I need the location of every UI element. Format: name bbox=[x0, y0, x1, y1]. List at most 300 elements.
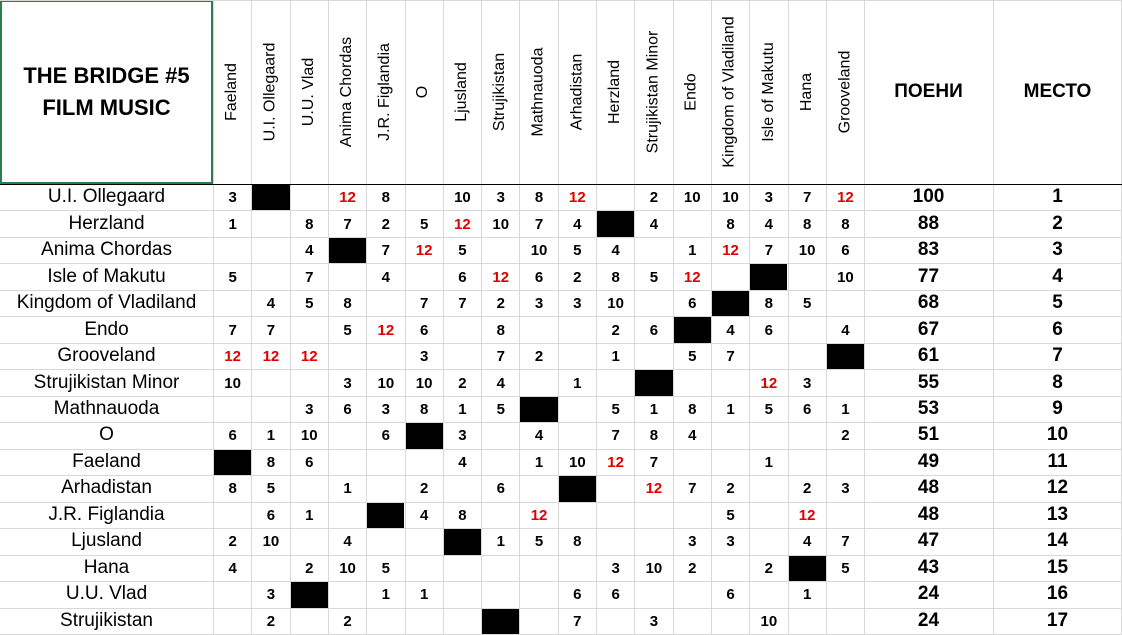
voter-header bbox=[251, 0, 289, 184]
score-cell: 10 bbox=[530, 242, 548, 260]
points-cell: 51 bbox=[917, 424, 940, 446]
score-cell bbox=[597, 609, 634, 634]
score-cell: 10 bbox=[683, 189, 701, 207]
score-cell: 5 bbox=[496, 400, 505, 418]
score-cell bbox=[597, 503, 634, 528]
score-cell: 4 bbox=[496, 374, 505, 392]
score-cell: 7 bbox=[649, 453, 659, 471]
score-cell: 8 bbox=[419, 400, 429, 418]
blocked-cell bbox=[674, 317, 711, 342]
score-cell bbox=[750, 423, 787, 448]
score-cell bbox=[827, 291, 864, 316]
score-cell bbox=[367, 529, 404, 554]
score-cell bbox=[291, 609, 328, 634]
score-cell bbox=[635, 238, 672, 263]
score-cell bbox=[252, 238, 289, 263]
score-cell: 1 bbox=[305, 506, 314, 524]
score-cell: 8 bbox=[841, 215, 850, 233]
score-cell: 2 bbox=[343, 612, 352, 630]
country-name: Isle of Makutu bbox=[47, 265, 166, 287]
score-cell bbox=[291, 185, 328, 210]
score-cell: 12 bbox=[645, 480, 663, 498]
points-cell: 24 bbox=[917, 583, 940, 605]
voter-header bbox=[749, 0, 787, 184]
score-cell: 12 bbox=[454, 215, 471, 233]
score-cell bbox=[214, 238, 251, 263]
score-cell: 1 bbox=[419, 586, 429, 604]
score-cell: 4 bbox=[841, 321, 850, 339]
score-cell: 10 bbox=[262, 533, 280, 551]
score-cell bbox=[559, 344, 596, 369]
score-cell: 4 bbox=[726, 321, 735, 339]
country-name: J.R. Figlandia bbox=[48, 503, 165, 525]
score-cell: 3 bbox=[305, 400, 314, 418]
score-cell bbox=[827, 582, 864, 607]
score-cell: 5 bbox=[688, 348, 697, 366]
score-cell bbox=[406, 450, 443, 475]
score-cell: 2 bbox=[649, 189, 659, 207]
voter-header bbox=[826, 0, 864, 184]
score-cell: 8 bbox=[726, 215, 735, 233]
score-cell bbox=[214, 291, 251, 316]
score-cell: 1 bbox=[573, 374, 582, 392]
place-cell: 9 bbox=[1052, 397, 1063, 419]
points-cell: 55 bbox=[917, 371, 940, 393]
score-cell bbox=[559, 556, 596, 581]
score-cell: 1 bbox=[802, 586, 812, 604]
score-cell: 7 bbox=[496, 348, 505, 366]
place-cell: 2 bbox=[1052, 212, 1063, 234]
score-cell bbox=[789, 609, 826, 634]
score-cell: 3 bbox=[228, 189, 237, 207]
score-cell bbox=[520, 609, 557, 634]
score-cell bbox=[291, 529, 328, 554]
score-cell: 4 bbox=[649, 215, 659, 233]
score-cell: 3 bbox=[343, 374, 352, 392]
voter-header-label: Ljusland bbox=[452, 62, 470, 122]
score-cell bbox=[367, 609, 404, 634]
score-cell bbox=[635, 503, 672, 528]
score-cell: 6 bbox=[266, 506, 276, 524]
voter-header-label: Strujikistan Minor bbox=[644, 30, 662, 154]
points-cell: 67 bbox=[917, 318, 940, 340]
points-cell: 48 bbox=[917, 477, 940, 499]
score-cell: 8 bbox=[802, 215, 812, 233]
place-cell: 12 bbox=[1046, 477, 1069, 499]
score-cell: 7 bbox=[802, 189, 812, 207]
score-cell: 1 bbox=[458, 400, 467, 418]
blocked-cell bbox=[367, 503, 404, 528]
score-cell bbox=[520, 582, 557, 607]
voter-header-label: Grooveland bbox=[835, 50, 853, 134]
score-cell: 3 bbox=[726, 533, 735, 551]
place-cell: 3 bbox=[1052, 239, 1063, 261]
score-cell: 5 bbox=[534, 533, 544, 551]
score-cell bbox=[712, 450, 749, 475]
score-cell: 6 bbox=[649, 321, 659, 339]
score-cell: 5 bbox=[649, 268, 659, 286]
score-cell: 4 bbox=[343, 533, 352, 551]
score-cell: 4 bbox=[266, 295, 276, 313]
score-cell: 7 bbox=[228, 321, 237, 339]
points-cell: 24 bbox=[917, 609, 940, 631]
score-cell bbox=[482, 582, 519, 607]
voter-header bbox=[596, 0, 634, 184]
score-cell: 7 bbox=[343, 215, 352, 233]
score-cell bbox=[252, 397, 289, 422]
score-cell: 2 bbox=[688, 559, 697, 577]
score-cell bbox=[712, 370, 749, 395]
score-cell bbox=[520, 370, 557, 395]
score-cell: 10 bbox=[607, 295, 624, 313]
score-cell bbox=[674, 370, 711, 395]
score-cell bbox=[674, 503, 711, 528]
score-cell bbox=[252, 556, 289, 581]
score-cell: 12 bbox=[262, 348, 280, 366]
score-cell: 5 bbox=[305, 295, 314, 313]
blocked-cell bbox=[827, 344, 864, 369]
score-cell bbox=[444, 556, 481, 581]
score-cell: 4 bbox=[802, 533, 812, 551]
points-header: ПОЕНИ bbox=[894, 81, 963, 102]
score-cell: 4 bbox=[688, 427, 697, 445]
score-cell bbox=[329, 344, 366, 369]
score-cell bbox=[329, 503, 366, 528]
score-cell: 2 bbox=[573, 268, 582, 286]
score-cell bbox=[712, 609, 749, 634]
score-cell: 8 bbox=[649, 427, 659, 445]
score-cell bbox=[482, 450, 519, 475]
score-cell bbox=[750, 344, 787, 369]
score-cell: 6 bbox=[381, 427, 390, 445]
score-cell: 6 bbox=[726, 586, 735, 604]
score-cell: 1 bbox=[534, 453, 544, 471]
score-cell bbox=[597, 529, 634, 554]
score-cell: 3 bbox=[534, 295, 544, 313]
voter-header bbox=[673, 0, 711, 184]
score-cell: 12 bbox=[683, 268, 701, 286]
score-cell bbox=[827, 370, 864, 395]
voter-header-label: U.U. Vlad bbox=[299, 57, 317, 127]
score-cell: 10 bbox=[224, 374, 241, 392]
score-cell: 8 bbox=[266, 453, 276, 471]
score-cell bbox=[827, 609, 864, 634]
blocked-cell bbox=[252, 185, 289, 210]
place-cell: 13 bbox=[1046, 503, 1069, 525]
score-cell: 2 bbox=[381, 215, 390, 233]
score-cell: 10 bbox=[722, 189, 739, 207]
score-cell: 3 bbox=[496, 189, 505, 207]
voter-header bbox=[366, 0, 404, 184]
score-cell: 12 bbox=[722, 242, 739, 260]
score-cell: 3 bbox=[611, 559, 620, 577]
place-header: МЕСТО bbox=[1023, 81, 1092, 102]
score-cell: 3 bbox=[802, 374, 812, 392]
score-cell bbox=[406, 556, 443, 581]
country-name: Grooveland bbox=[57, 345, 156, 367]
score-cell: 8 bbox=[496, 321, 505, 339]
blocked-cell bbox=[712, 291, 749, 316]
score-cell bbox=[406, 529, 443, 554]
score-cell: 7 bbox=[611, 427, 620, 445]
blocked-cell bbox=[750, 264, 787, 289]
country-name: Kingdom of Vladiland bbox=[16, 292, 197, 314]
blocked-cell bbox=[214, 450, 251, 475]
score-cell: 3 bbox=[764, 189, 773, 207]
score-cell bbox=[559, 317, 596, 342]
country-name: Strujikistan bbox=[60, 609, 153, 631]
country-name: Arhadistan bbox=[61, 477, 152, 499]
score-cell: 2 bbox=[764, 559, 773, 577]
score-cell: 10 bbox=[568, 453, 586, 471]
score-cell bbox=[252, 370, 289, 395]
score-cell bbox=[750, 476, 787, 501]
score-cell: 6 bbox=[688, 295, 697, 313]
place-cell: 14 bbox=[1046, 530, 1069, 552]
score-cell bbox=[559, 423, 596, 448]
score-cell: 1 bbox=[841, 400, 850, 418]
score-cell: 6 bbox=[419, 321, 429, 339]
score-cell: 2 bbox=[266, 612, 276, 630]
score-cell: 5 bbox=[573, 242, 582, 260]
blocked-cell bbox=[291, 582, 328, 607]
voter-header bbox=[213, 0, 251, 184]
score-cell: 7 bbox=[419, 295, 429, 313]
score-cell bbox=[291, 476, 328, 501]
score-cell bbox=[444, 344, 481, 369]
score-cell: 4 bbox=[381, 268, 390, 286]
voter-header-label: Herzland bbox=[606, 59, 624, 125]
score-cell bbox=[597, 476, 634, 501]
score-cell bbox=[482, 423, 519, 448]
title-line-2: FILM MUSIC bbox=[42, 95, 171, 120]
score-cell: 12 bbox=[530, 506, 548, 524]
score-cell bbox=[214, 503, 251, 528]
score-cell: 1 bbox=[611, 348, 620, 366]
score-cell: 3 bbox=[266, 586, 276, 604]
score-cell: 8 bbox=[764, 295, 773, 313]
voter-header bbox=[711, 0, 749, 184]
score-cell: 4 bbox=[228, 559, 237, 577]
title-line-1: THE BRIDGE #5 bbox=[23, 63, 190, 88]
score-cell bbox=[750, 529, 787, 554]
voter-header-label: O bbox=[414, 85, 432, 99]
score-cell: 10 bbox=[415, 374, 433, 392]
voter-header bbox=[405, 0, 443, 184]
score-cell bbox=[789, 317, 826, 342]
score-cell bbox=[214, 397, 251, 422]
score-cell: 6 bbox=[534, 268, 544, 286]
score-cell: 1 bbox=[726, 400, 735, 418]
place-cell: 4 bbox=[1052, 265, 1063, 287]
score-cell: 4 bbox=[305, 242, 314, 260]
score-cell: 8 bbox=[228, 480, 237, 498]
country-name: Ljusland bbox=[71, 530, 142, 552]
country-name: U.I. Ollegaard bbox=[47, 186, 166, 208]
score-cell: 6 bbox=[802, 400, 812, 418]
country-name: O bbox=[99, 424, 114, 446]
score-cell: 10 bbox=[837, 268, 854, 286]
score-cell: 7 bbox=[458, 295, 467, 313]
score-cell bbox=[520, 556, 557, 581]
score-cell: 12 bbox=[415, 242, 433, 260]
score-cell bbox=[520, 476, 557, 501]
score-cell: 1 bbox=[381, 586, 390, 604]
blocked-cell bbox=[406, 423, 443, 448]
score-cell: 7 bbox=[841, 533, 850, 551]
voter-header-label: Endo bbox=[682, 73, 700, 111]
score-cell: 5 bbox=[764, 400, 773, 418]
score-cell: 2 bbox=[496, 295, 505, 313]
score-cell: 5 bbox=[381, 559, 390, 577]
score-cell: 12 bbox=[492, 268, 510, 286]
score-cell bbox=[674, 211, 711, 236]
score-cell: 7 bbox=[381, 242, 390, 260]
score-cell: 6 bbox=[496, 480, 505, 498]
score-cell: 12 bbox=[339, 189, 356, 207]
score-cell: 10 bbox=[454, 189, 471, 207]
place-cell: 6 bbox=[1052, 318, 1063, 340]
blocked-cell bbox=[482, 609, 519, 634]
score-cell: 4 bbox=[764, 215, 773, 233]
score-cell: 1 bbox=[688, 242, 697, 260]
score-cell bbox=[482, 556, 519, 581]
score-cell: 10 bbox=[760, 612, 778, 630]
score-cell bbox=[597, 370, 634, 395]
score-cell: 3 bbox=[649, 612, 659, 630]
score-cell: 6 bbox=[343, 400, 352, 418]
score-cell: 3 bbox=[419, 348, 429, 366]
score-cell: 8 bbox=[343, 295, 352, 313]
score-cell: 6 bbox=[305, 453, 314, 471]
voter-header-label: Arhadistan bbox=[567, 53, 585, 131]
score-cell bbox=[597, 185, 634, 210]
score-cell: 2 bbox=[419, 480, 429, 498]
score-cell: 2 bbox=[228, 533, 237, 551]
score-cell bbox=[674, 609, 711, 634]
score-cell: 6 bbox=[611, 586, 620, 604]
score-cell: 5 bbox=[802, 295, 812, 313]
place-cell: 7 bbox=[1052, 345, 1063, 367]
voter-header bbox=[328, 0, 366, 184]
score-cell: 3 bbox=[688, 533, 697, 551]
score-cell: 2 bbox=[802, 480, 812, 498]
score-cell bbox=[329, 582, 366, 607]
score-cell bbox=[750, 503, 787, 528]
score-cell: 12 bbox=[760, 374, 778, 392]
score-cell bbox=[329, 423, 366, 448]
score-cell: 4 bbox=[611, 242, 620, 260]
table-title bbox=[0, 0, 213, 184]
score-cell bbox=[827, 503, 864, 528]
country-name: Strujikistan Minor bbox=[33, 371, 180, 393]
blocked-cell bbox=[635, 370, 672, 395]
country-name: Anima Chordas bbox=[41, 239, 172, 261]
score-cell bbox=[444, 476, 481, 501]
score-cell: 4 bbox=[458, 453, 467, 471]
score-cell: 2 bbox=[611, 321, 620, 339]
score-cell: 12 bbox=[607, 453, 624, 471]
score-cell: 12 bbox=[224, 348, 241, 366]
score-cell bbox=[444, 582, 481, 607]
score-cell bbox=[635, 291, 672, 316]
score-cell: 8 bbox=[305, 215, 314, 233]
points-cell: 49 bbox=[917, 450, 940, 472]
score-cell bbox=[214, 582, 251, 607]
country-name: Mathnauoda bbox=[53, 397, 160, 419]
place-cell: 16 bbox=[1046, 583, 1069, 605]
score-cell bbox=[482, 503, 519, 528]
points-cell: 48 bbox=[917, 503, 940, 525]
score-cell: 1 bbox=[343, 480, 352, 498]
score-cell bbox=[635, 582, 672, 607]
score-cell: 2 bbox=[841, 427, 850, 445]
score-cell bbox=[291, 317, 328, 342]
score-cell: 8 bbox=[458, 506, 467, 524]
score-cell: 8 bbox=[611, 268, 620, 286]
score-cell: 12 bbox=[798, 506, 816, 524]
score-cell: 5 bbox=[419, 215, 429, 233]
score-cell: 7 bbox=[305, 268, 314, 286]
score-cell bbox=[559, 503, 596, 528]
score-cell: 6 bbox=[458, 268, 467, 286]
score-cell bbox=[789, 344, 826, 369]
score-cell: 10 bbox=[377, 374, 395, 392]
score-cell: 5 bbox=[611, 400, 620, 418]
score-cell: 10 bbox=[645, 559, 663, 577]
score-cell bbox=[252, 211, 289, 236]
blocked-cell bbox=[789, 556, 826, 581]
score-cell: 10 bbox=[339, 559, 356, 577]
score-cell: 7 bbox=[764, 242, 773, 260]
score-cell: 5 bbox=[228, 268, 237, 286]
voter-header bbox=[443, 0, 481, 184]
voter-header-label: Anima Chordas bbox=[338, 36, 356, 148]
voter-header-label: Mathnauoda bbox=[529, 47, 547, 137]
score-cell: 12 bbox=[300, 348, 318, 366]
score-cell: 5 bbox=[266, 480, 276, 498]
score-cell: 1 bbox=[496, 533, 505, 551]
score-cell bbox=[635, 529, 672, 554]
points-cell: 68 bbox=[917, 292, 940, 314]
score-cell: 10 bbox=[492, 215, 510, 233]
place-cell: 15 bbox=[1046, 556, 1069, 578]
score-cell: 7 bbox=[573, 612, 582, 630]
score-cell: 3 bbox=[381, 400, 390, 418]
score-cell: 3 bbox=[841, 480, 850, 498]
score-cell bbox=[444, 317, 481, 342]
score-cell bbox=[789, 423, 826, 448]
score-cell: 2 bbox=[305, 559, 314, 577]
score-cell: 1 bbox=[764, 453, 773, 471]
voter-header-label: Kingdom of Vladiland bbox=[721, 16, 739, 168]
country-name: Endo bbox=[84, 318, 129, 340]
score-cell: 5 bbox=[841, 559, 850, 577]
score-cell: 1 bbox=[228, 215, 237, 233]
score-cell bbox=[712, 423, 749, 448]
score-cell: 7 bbox=[266, 321, 276, 339]
voter-header bbox=[558, 0, 596, 184]
score-cell bbox=[367, 344, 404, 369]
score-cell: 8 bbox=[573, 533, 582, 551]
score-cell bbox=[520, 317, 557, 342]
blocked-cell bbox=[520, 397, 557, 422]
score-cell: 1 bbox=[266, 427, 276, 445]
score-cell bbox=[827, 450, 864, 475]
points-cell: 43 bbox=[917, 556, 940, 578]
score-cell bbox=[291, 370, 328, 395]
country-name: Herzland bbox=[68, 212, 145, 234]
